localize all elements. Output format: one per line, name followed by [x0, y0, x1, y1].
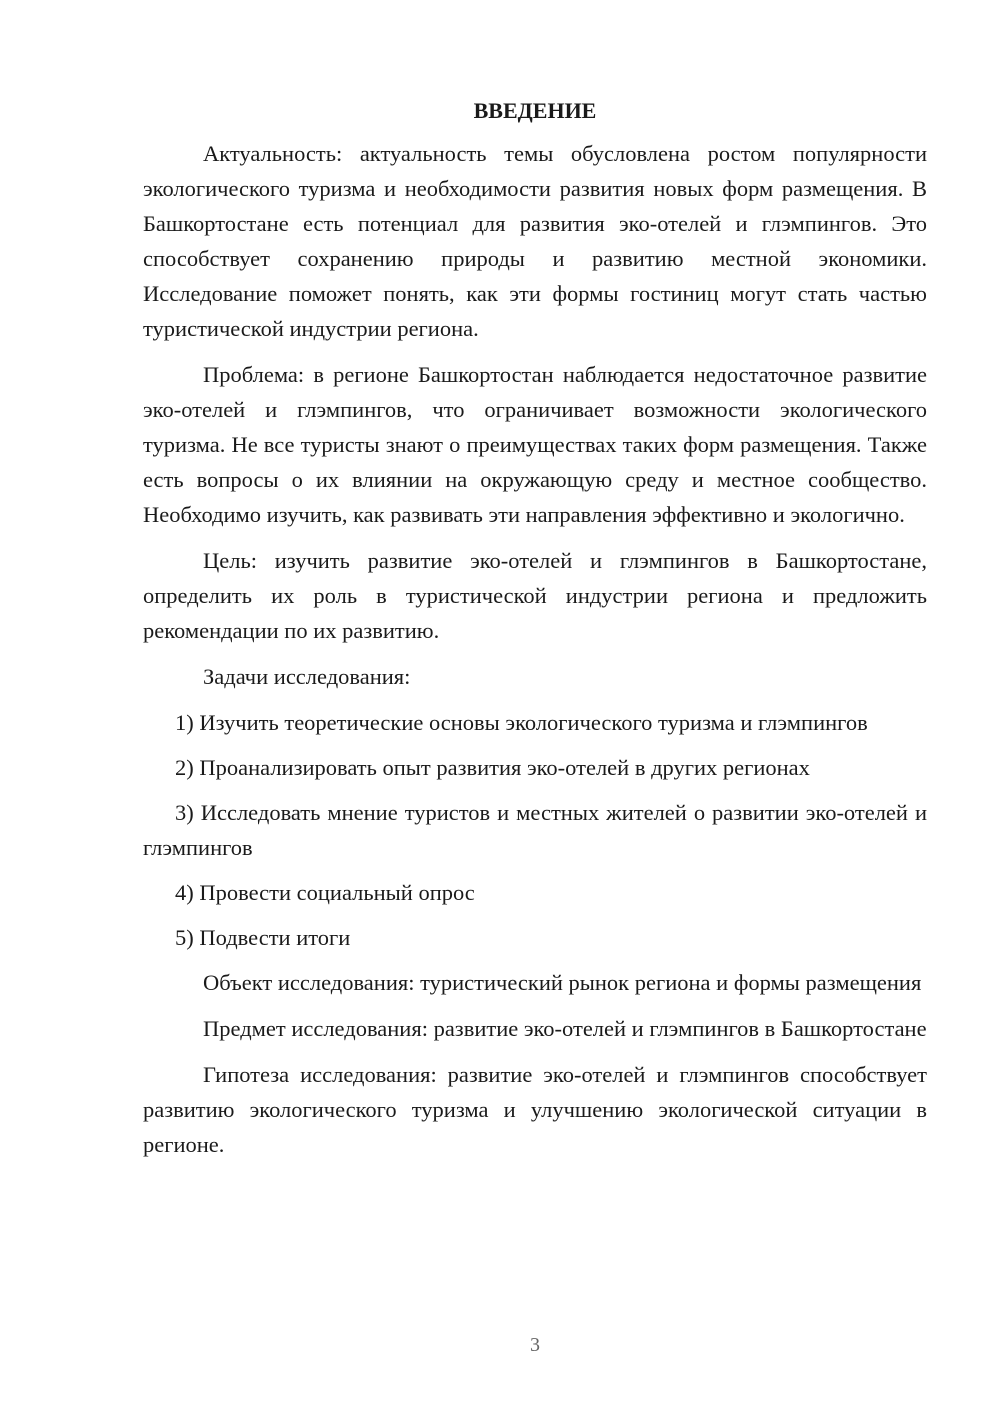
- tasks-heading: Задачи исследования:: [203, 664, 411, 689]
- task-item-4: 4) Провести социальный опрос: [175, 880, 475, 905]
- goal-paragraph: Цель: изучить развитие эко-отелей и глэмпингов в Башкортостане, определить их роль в туристической индустрии региона и предложить рекомендации по их развитию.: [143, 548, 927, 643]
- problem-paragraph: Проблема: в регионе Башкортостан наблюдается недостаточное развитие эко-отелей и глэмпингов, что ограничивает возможности экологического туризма. Не все туристы знают о преимуществах таких форм размещения. Также есть вопросы о их влиянии на окружающую среду и местное сообщество. Необходимо изучить, как развивать эти направления эффективно и экологично.: [143, 362, 927, 527]
- relevance-paragraph: Актуальность: актуальность темы обусловлена ростом популярности экологического туризма и необходимости развития новых форм размещения. В Башкортостане есть потенциал для развития эко-отелей и глэмпингов. Это способствует сохранению природы и развитию местной экономики. Исследование поможет понять, как эти формы гостиниц могут стать частью туристической индустрии региона.: [143, 141, 927, 341]
- subject-paragraph: Предмет исследования: развитие эко-отелей и глэмпингов в Башкортостане: [203, 1016, 927, 1041]
- task-item-3: 3) Исследовать мнение туристов и местных жителей о развитии эко-отелей и глэмпингов: [143, 800, 927, 860]
- task-item-5: 5) Подвести итоги: [175, 925, 351, 950]
- object-paragraph: Объект исследования: туристический рынок региона и формы размещения: [203, 970, 922, 995]
- task-item-1: 1) Изучить теоретические основы экологического туризма и глэмпингов: [175, 710, 868, 735]
- page-title: ВВЕДЕНИЕ: [473, 98, 597, 123]
- document-page: [143, 96, 927, 1173]
- page-number: 3: [530, 1334, 540, 1356]
- hypothesis-paragraph: Гипотеза исследования: развитие эко-отелей и глэмпингов способствует развитию экологического туризма и улучшению экологической ситуации в регионе.: [143, 1062, 927, 1157]
- task-item-2: 2) Проанализировать опыт развития эко-отелей в других регионах: [175, 755, 810, 780]
